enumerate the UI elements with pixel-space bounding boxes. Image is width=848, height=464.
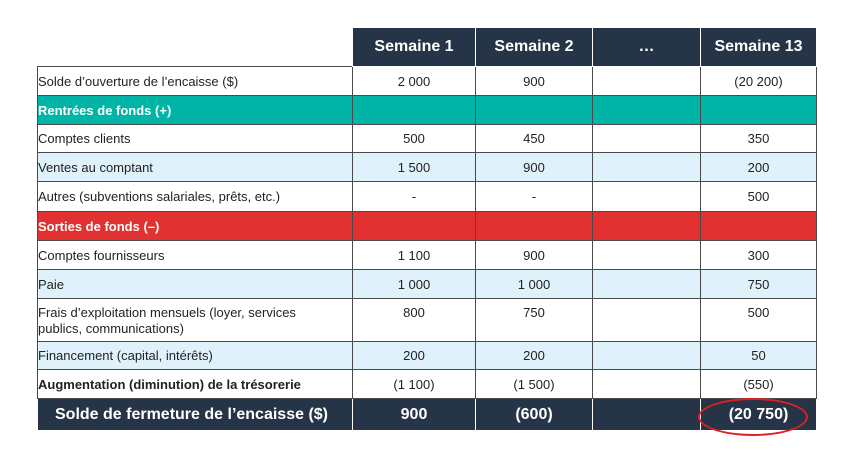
table-row-opening — [38, 67, 817, 96]
cell-week-13: 50 — [701, 342, 817, 370]
cell-ellipsis — [593, 153, 701, 182]
section-cell — [353, 96, 476, 125]
cell-ellipsis — [593, 342, 701, 370]
cell-week-1: - — [353, 182, 476, 212]
row-label: Solde d’ouverture de l’encaisse ($) — [38, 67, 353, 96]
cell-week-1: 2 000 — [353, 67, 476, 96]
row-label: Frais d’exploitation mensuels (loyer, services publics, communications) — [38, 299, 353, 342]
cell-week-13: 500 — [701, 182, 817, 212]
cell-ellipsis — [593, 182, 701, 212]
cell-week-1: 1 000 — [353, 270, 476, 299]
section-cell — [593, 212, 701, 241]
cell-week-13: 200 — [701, 153, 817, 182]
cell-week-2: - — [476, 182, 593, 212]
header-week-2: Semaine 2 — [476, 28, 593, 67]
cell-ellipsis — [593, 67, 701, 96]
cell-week-2: 450 — [476, 125, 593, 153]
section-label-inflows: Rentrées de fonds (+) — [38, 96, 353, 125]
cell-week-13: (20 200) — [701, 67, 817, 96]
section-cell — [353, 212, 476, 241]
cell-week-13: 750 — [701, 270, 817, 299]
section-label-outflows: Sorties de fonds (–) — [38, 212, 353, 241]
table-row-accounts-receivable — [38, 125, 817, 153]
cell-week-1: 500 — [353, 125, 476, 153]
header-blank-cell — [38, 28, 353, 67]
cell-week-13: (550) — [701, 370, 817, 399]
cell-week-2: 1 000 — [476, 270, 593, 299]
row-label: Comptes fournisseurs — [38, 241, 353, 270]
header-row — [38, 28, 817, 67]
cell-week-2: (1 500) — [476, 370, 593, 399]
section-inflows — [38, 96, 817, 125]
cell-week-1: 900 — [353, 399, 476, 431]
table-row-other — [38, 182, 817, 212]
row-label: Solde de fermeture de l’encaisse ($) — [38, 399, 353, 431]
row-label: Comptes clients — [38, 125, 353, 153]
row-label: Autres (subventions salariales, prêts, etc.) — [38, 182, 353, 212]
cell-week-2: 750 — [476, 299, 593, 342]
cell-week-13: 350 — [701, 125, 817, 153]
header-ellipsis: … — [593, 28, 701, 67]
table-row-cash-sales — [38, 153, 817, 182]
cell-week-1: (1 100) — [353, 370, 476, 399]
section-cell — [701, 212, 817, 241]
cell-week-1: 1 100 — [353, 241, 476, 270]
cell-ellipsis — [593, 370, 701, 399]
cell-week-1: 800 — [353, 299, 476, 342]
cell-week-2: 900 — [476, 153, 593, 182]
cell-week-2: 900 — [476, 241, 593, 270]
section-cell — [476, 96, 593, 125]
header-week-1: Semaine 1 — [353, 28, 476, 67]
table-row-net-change — [38, 370, 817, 399]
section-outflows — [38, 212, 817, 241]
row-label: Paie — [38, 270, 353, 299]
cash-flow-table — [37, 27, 817, 431]
header-week-13: Semaine 13 — [701, 28, 817, 67]
cell-week-2: 900 — [476, 67, 593, 96]
cell-week-1: 1 500 — [353, 153, 476, 182]
cell-week-2: (600) — [476, 399, 593, 431]
cell-ellipsis — [593, 241, 701, 270]
cell-ellipsis — [593, 399, 701, 431]
section-cell — [701, 96, 817, 125]
cell-ellipsis — [593, 270, 701, 299]
cell-ellipsis — [593, 299, 701, 342]
cell-week-1: 200 — [353, 342, 476, 370]
row-label: Ventes au comptant — [38, 153, 353, 182]
cell-week-13: 300 — [701, 241, 817, 270]
row-label: Augmentation (diminution) de la trésorerie — [38, 370, 353, 399]
section-cell — [593, 96, 701, 125]
table-row-accounts-payable — [38, 241, 817, 270]
highlight-circle — [698, 398, 808, 436]
cell-week-2: 200 — [476, 342, 593, 370]
section-cell — [476, 212, 593, 241]
table-row-payroll — [38, 270, 817, 299]
row-label: Financement (capital, intérêts) — [38, 342, 353, 370]
cell-week-13: (20 750) — [701, 399, 817, 431]
table-row-operating — [38, 299, 817, 342]
table-row-financing — [38, 342, 817, 370]
cell-week-13: 500 — [701, 299, 817, 342]
cell-ellipsis — [593, 125, 701, 153]
